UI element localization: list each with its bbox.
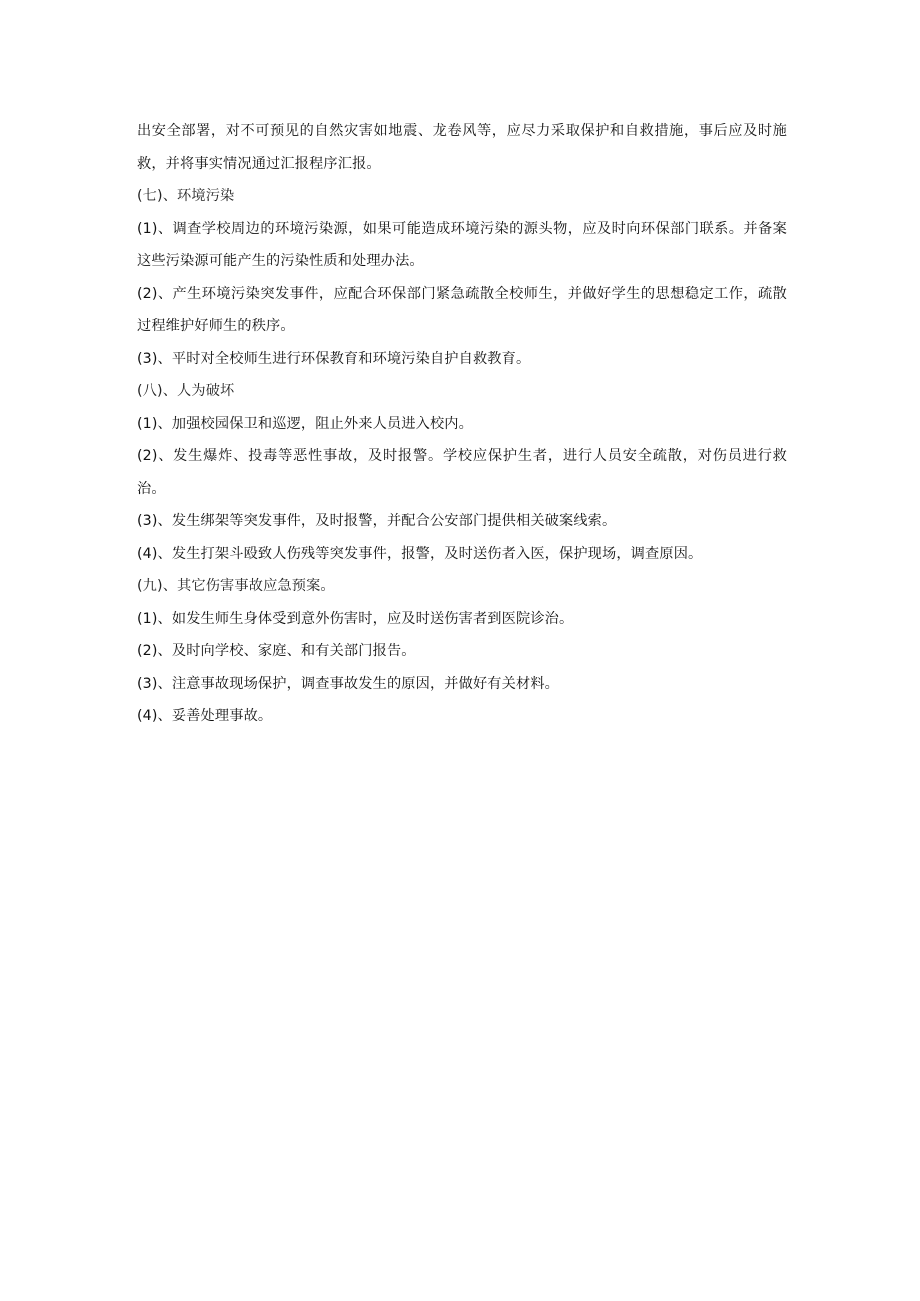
- list-item-damage-4: (4)、发生打架斗殴致人伤残等突发事件，报警，及时送伤者入医，保护现场，调查原因。: [137, 545, 703, 562]
- list-item-injury-2: (2)、及时向学校、家庭、和有关部门报告。: [137, 643, 416, 659]
- document-body: [137, 115, 787, 733]
- paragraph-disaster-continuation: 出安全部署，对不可预见的自然灾害如地震、龙卷风等，应尽力采取保护和自救措施，事后应及时施救，并将事实情况通过汇报程序汇报。: [137, 123, 787, 172]
- list-item-damage-1: (1)、加强校园保卫和巡逻，阻止外来人员进入校内。: [137, 415, 473, 432]
- section-heading-other-injuries: (九)、其它伤害事故应急预案。: [137, 578, 335, 594]
- section-heading-human-damage: (八)、人为破坏: [137, 383, 235, 399]
- list-item-damage-2: (2)、发生爆炸、投毒等恶性事故，及时报警。学校应保护生者，进行人员安全疏散，对伤员进行救治。: [137, 448, 787, 497]
- list-item-injury-1: (1)、如发生师生身体受到意外伤害时，应及时送伤害者到医院诊治。: [137, 610, 574, 627]
- list-item-injury-3: (3)、注意事故现场保护，调查事故发生的原因，并做好有关材料。: [137, 675, 559, 692]
- list-item-injury-4: (4)、妥善处理事故。: [137, 708, 273, 724]
- list-item-pollution-3: (3)、平时对全校师生进行环保教育和环境污染自护自救教育。: [137, 350, 531, 367]
- list-item-pollution-2: (2)、产生环境污染突发事件，应配合环保部门紧急疏散全校师生，并做好学生的思想稳定工作，疏散过程维护好师生的秩序。: [137, 285, 787, 334]
- section-heading-environmental-pollution: (七)、环境污染: [137, 188, 235, 204]
- list-item-damage-3: (3)、发生绑架等突发事件，及时报警，并配合公安部门提供相关破案线索。: [137, 513, 617, 529]
- list-item-pollution-1: (1)、调查学校周边的环境污染源，如果可能造成环境污染的源头物，应及时向环保部门联系。并备案这些污染源可能产生的污染性质和处理办法。: [137, 220, 787, 269]
